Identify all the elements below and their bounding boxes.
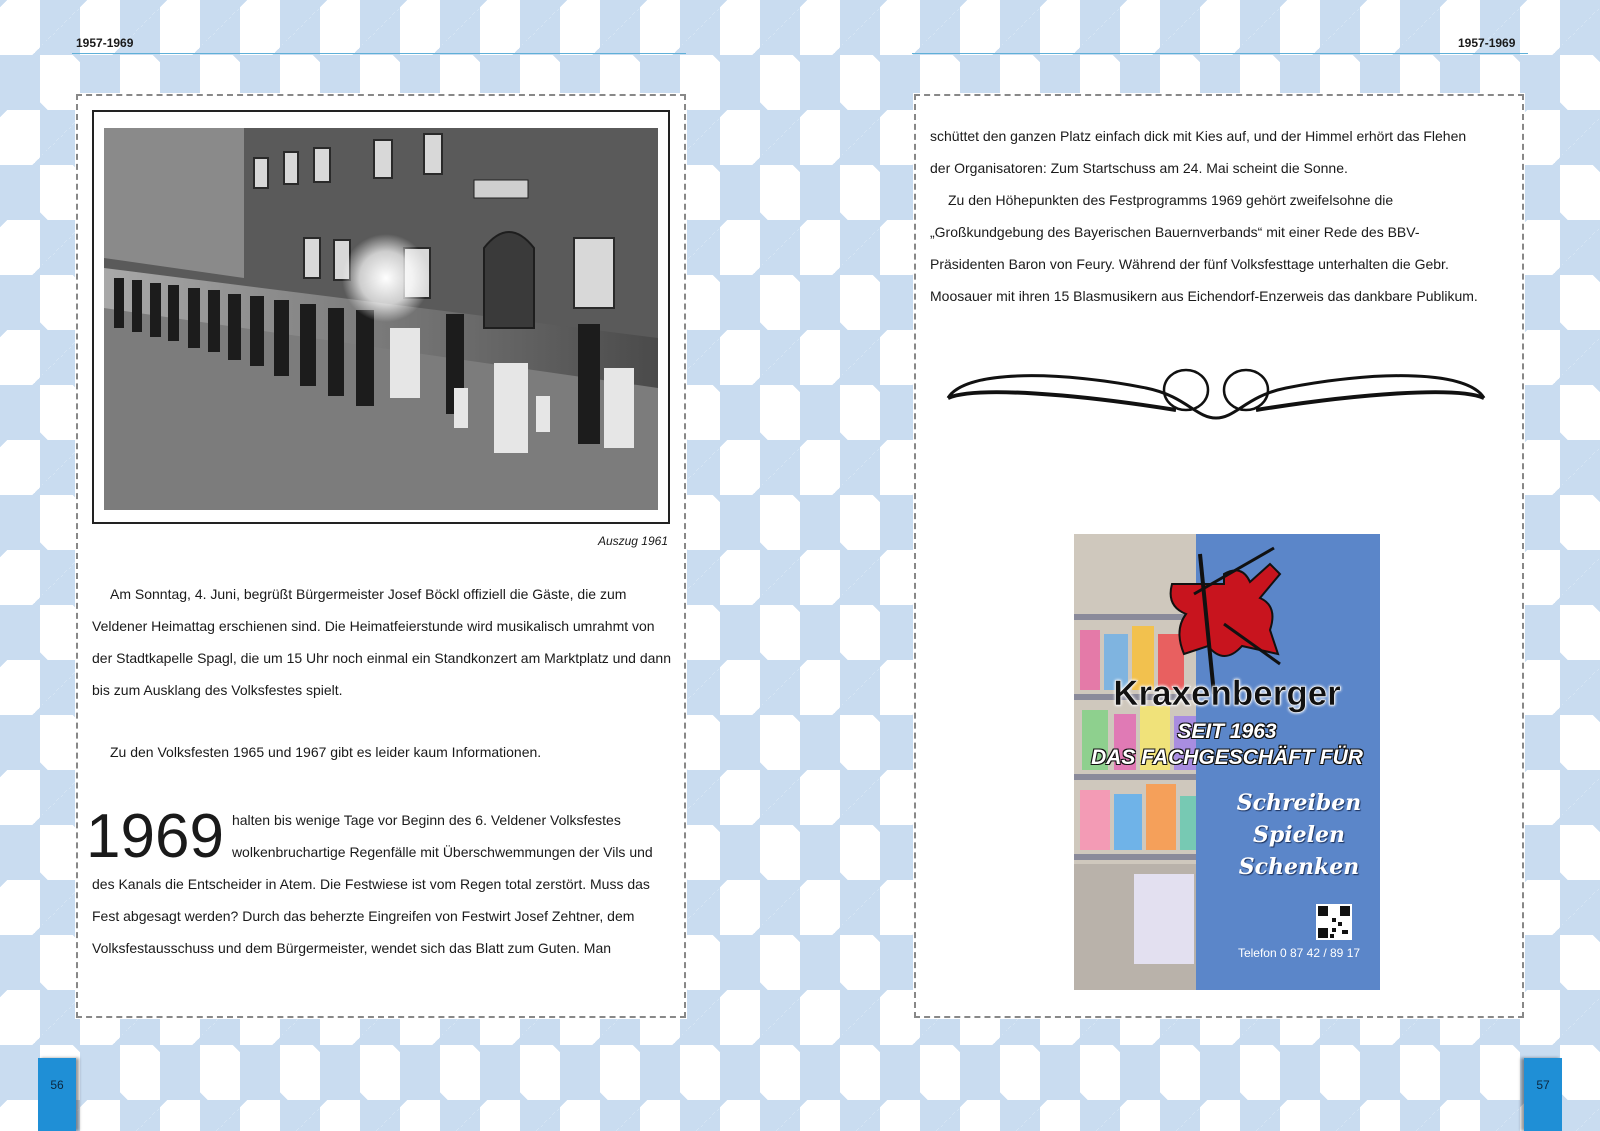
ad-script-schenken: Schenken xyxy=(1238,854,1360,880)
page-tab-left xyxy=(38,1058,76,1131)
ad-since-line: SEIT 1963 xyxy=(1177,720,1277,743)
paragraph-heimattag: Am Sonntag, 4. Juni, begrüßt Bürgermeister Josef Böckl offiziell die Gäste, die zum Veldener Heimattag erschienen sind. Die Heimatfeierstunde wird musikalisch umrahmt von der Stadtkapelle Spagl, die um 15 Uhr noch einmal ein Standkonzert am Marktplatz und dann bis zum Ausklang des Volksfestes spielt. xyxy=(92,586,672,698)
page-tab-right xyxy=(1524,1058,1562,1131)
festzug-photo xyxy=(104,128,658,510)
left-page-panel xyxy=(76,94,686,1018)
right-page-panel xyxy=(914,94,1524,1018)
ad-script-spielen: Spielen xyxy=(1253,822,1345,848)
ad-script-schreiben: Schreiben xyxy=(1236,790,1362,816)
qr-code xyxy=(1316,904,1352,940)
photo-caption: Auszug 1961 xyxy=(597,534,668,548)
kraxenberger-ad xyxy=(1074,534,1380,990)
ad-brand-name: Kraxenberger xyxy=(1113,674,1341,713)
header-rule-right xyxy=(912,53,1528,54)
paragraph-kies-text: schüttet den ganzen Platz einfach dick mit Kies auf, und der Himmel erhört das Flehen der Organisatoren: Zum Startschuss am 24. Mai scheint die Sonne. xyxy=(930,128,1467,176)
photo-frame xyxy=(92,110,670,524)
ad-phone: Telefon 0 87 42 / 89 17 xyxy=(1237,946,1361,960)
paragraph-kies xyxy=(930,120,1486,184)
paragraph-volksfeste-1965-1967: Zu den Volksfesten 1965 und 1967 gibt es leider kaum Informationen. xyxy=(110,744,542,760)
paragraph-hoehepunkte: Zu den Höhepunkten des Festprogramms 1969 gehört zweifelsohne die „Großkundgebung des Bayerischen Bauernverbands“ mit einer Rede des BBV-Präsidenten Baron von Feury. Während der fünf Volksfesttage unterhalten die Gebr. Moosauer mit ihren 15 Blasmusikern aus Eichendorf-Enzerweis das dankbare Publikum. xyxy=(930,192,1478,304)
header-rule-left xyxy=(72,53,686,54)
running-head-right: 1957-1969 xyxy=(1458,36,1516,50)
dropcap-year: 1969 xyxy=(86,802,224,871)
ad-specialist-line: DAS FACHGESCHÄFT FÜR xyxy=(1091,746,1363,769)
page-number-right: 57 xyxy=(1536,1078,1550,1092)
paragraph-1969-text: halten bis wenige Tage vor Beginn des 6. Veldener Volksfestes wolkenbruchartige Regenfälle mit Überschwemmungen der Vils und des Kanals die Entscheider in Atem. Die Festwiese ist vom Regen total zerstört. Muss das Fest abgesagt werden? Durch das beherzte Eingreifen von Festwirt Josef Zehtner, dem Volksfestausschuss und dem Bürgermeister, wendet sich das Blatt zum Guten. Man xyxy=(92,812,653,956)
running-head-left: 1957-1969 xyxy=(76,36,134,50)
festzug-photo-illustration xyxy=(104,128,658,510)
paragraph-1969 xyxy=(86,802,676,964)
page-number-left: 56 xyxy=(50,1078,64,1092)
ornamental-divider xyxy=(946,358,1486,428)
